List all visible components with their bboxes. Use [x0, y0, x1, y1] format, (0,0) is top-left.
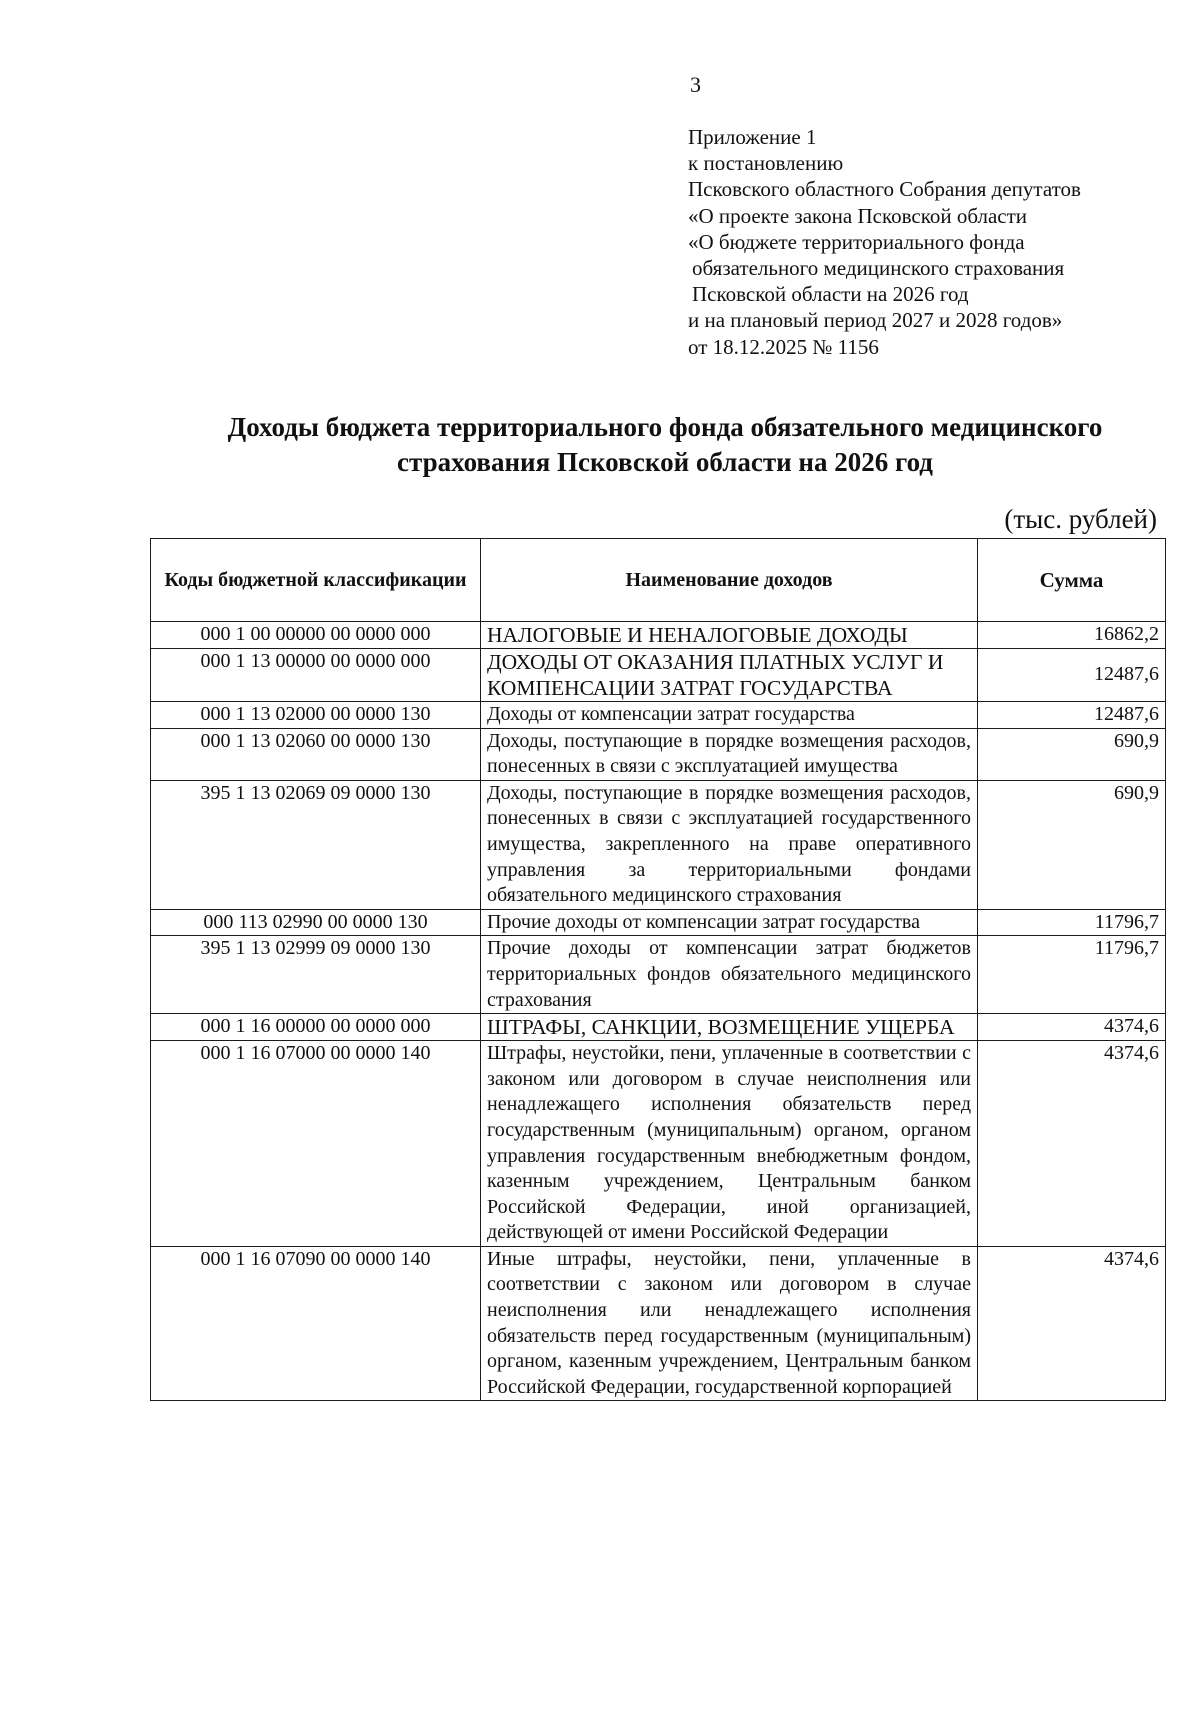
- cell-code: 000 1 16 07090 00 0000 140: [151, 1246, 481, 1401]
- cell-name: ДОХОДЫ ОТ ОКАЗАНИЯ ПЛАТНЫХ УСЛУГ И КОМПЕНСАЦИИ ЗАТРАТ ГОСУДАРСТВА: [481, 649, 978, 702]
- cell-name: Доходы от компенсации затрат государства: [481, 702, 978, 729]
- cell-code: 000 1 16 07000 00 0000 140: [151, 1041, 481, 1247]
- appendix-line: от 18.12.2025 № 1156: [688, 334, 879, 359]
- document-title-line: Доходы бюджета территориального фонда обязательного медицинского: [227, 412, 1103, 442]
- cell-sum: 12487,6: [978, 649, 1166, 702]
- table-header-row: [151, 539, 1166, 622]
- cell-code: 395 1 13 02999 09 0000 130: [151, 936, 481, 1014]
- units-label: (тыс. рублей): [1004, 504, 1157, 534]
- cell-code: 000 1 13 02060 00 0000 130: [151, 728, 481, 780]
- cell-code: 000 1 00 00000 00 0000 000: [151, 622, 481, 649]
- cell-name: Прочие доходы от компенсации затрат бюджетов территориальных фондов обязательного медицинского страхования: [481, 936, 978, 1014]
- cell-name: НАЛОГОВЫЕ И НЕНАЛОГОВЫЕ ДОХОДЫ: [481, 622, 978, 649]
- column-header-sum: Сумма: [978, 539, 1166, 622]
- cell-sum: 4374,6: [978, 1041, 1166, 1247]
- appendix-line: Псковской области на 2026 год: [692, 282, 969, 307]
- cell-sum: 4374,6: [978, 1014, 1166, 1041]
- cell-code: 000 1 13 00000 00 0000 000: [151, 649, 481, 702]
- appendix-block: [688, 124, 1081, 360]
- column-header-code: Коды бюджетной классификации: [151, 539, 481, 622]
- column-header-name: Наименование доходов: [481, 539, 978, 622]
- appendix-line: «О бюджете территориального фонда: [688, 229, 1025, 254]
- table-row: [151, 1014, 1166, 1041]
- cell-name: Прочие доходы от компенсации затрат государства: [481, 909, 978, 936]
- cell-code: 000 1 13 02000 00 0000 130: [151, 702, 481, 729]
- appendix-line: обязательного медицинского страхования: [692, 256, 1065, 281]
- cell-name: ШТРАФЫ, САНКЦИИ, ВОЗМЕЩЕНИЕ УЩЕРБА: [481, 1014, 978, 1041]
- cell-code: 000 113 02990 00 0000 130: [151, 909, 481, 936]
- cell-sum: 690,9: [978, 780, 1166, 909]
- appendix-line: к постановлению: [688, 151, 844, 176]
- table-row: [151, 649, 1166, 702]
- cell-sum: 4374,6: [978, 1246, 1166, 1401]
- cell-name: Доходы, поступающие в порядке возмещения расходов, понесенных в связи с эксплуатацией имущества: [481, 728, 978, 780]
- appendix-line: Псковского областного Собрания депутатов: [688, 177, 1081, 202]
- appendix-line: «О проекте закона Псковской области: [688, 203, 1028, 228]
- document-title: [120, 410, 1200, 480]
- table-row: [151, 936, 1166, 1014]
- table-row: [151, 622, 1166, 649]
- cell-sum: 16862,2: [978, 622, 1166, 649]
- document-title-line: страхования Псковской области на 2026 год: [397, 447, 933, 477]
- cell-name: Штрафы, неустойки, пени, уплаченные в соответствии с законом или договором в случае неисполнения или ненадлежащего исполнения обязательств перед государственным (муниципальным) органом, органом управления государственным внебюджетным фондом, казенным учреждением, Центральным банком Российской Федерации, иной организацией, действующей от имени Российской Федерации: [481, 1041, 978, 1247]
- income-table: [150, 538, 1166, 1401]
- cell-name: Доходы, поступающие в порядке возмещения расходов, понесенных в связи с эксплуатацией государственного имущества, закрепленного на праве оперативного управления за территориальными фондами обязательного медицинского страхования: [481, 780, 978, 909]
- cell-sum: 11796,7: [978, 909, 1166, 936]
- table-row: [151, 909, 1166, 936]
- table-row: [151, 728, 1166, 780]
- page-number: 3: [690, 72, 701, 97]
- cell-sum: 690,9: [978, 728, 1166, 780]
- table-row: [151, 1246, 1166, 1401]
- table-row: [151, 702, 1166, 729]
- appendix-line: и на плановый период 2027 и 2028 годов»: [688, 308, 1063, 333]
- cell-name: Иные штрафы, неустойки, пени, уплаченные в соответствии с законом или договором в случае неисполнения или ненадлежащего исполнения обязательств перед государственным (муниципальным) органом, казенным учреждением, Центральным банком Российской Федерации, государственной корпорацией: [481, 1246, 978, 1401]
- cell-code: 395 1 13 02069 09 0000 130: [151, 780, 481, 909]
- cell-sum: 12487,6: [978, 702, 1166, 729]
- appendix-line: Приложение 1: [688, 125, 817, 149]
- table-row: [151, 780, 1166, 909]
- cell-code: 000 1 16 00000 00 0000 000: [151, 1014, 481, 1041]
- cell-sum: 11796,7: [978, 936, 1166, 1014]
- table-row: [151, 1041, 1166, 1247]
